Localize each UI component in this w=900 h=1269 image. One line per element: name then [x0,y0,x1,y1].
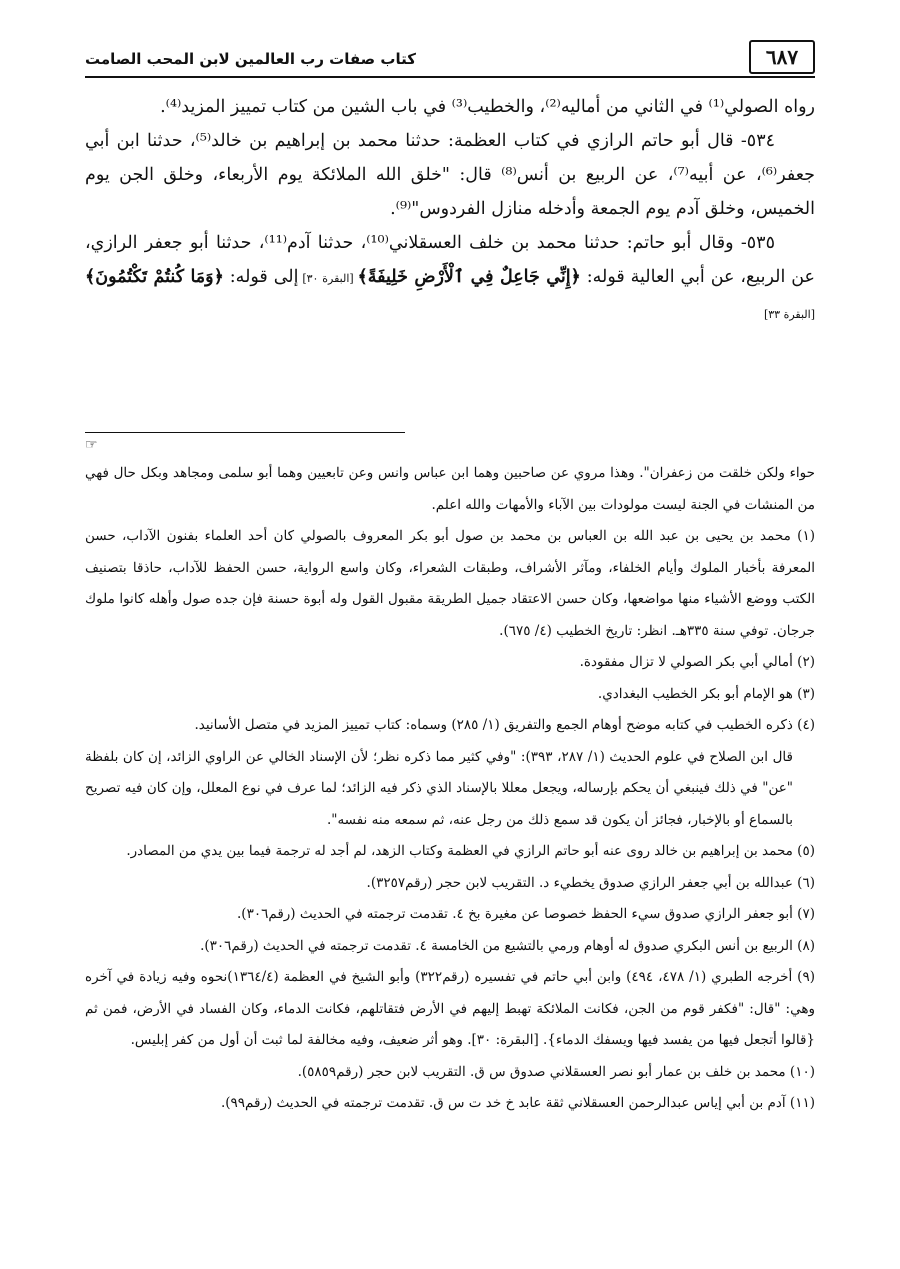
footnote-3: (٣) هو الإمام أبو بكر الخطيب البغدادي. [597,685,815,702]
footnote-6: (٦) عبدالله بن أبي جعفر الرازي صدوق يخطيء د. التقريب لابن حجر (رقم٣٢٥٧). [366,874,815,891]
main-text [85,90,815,332]
footnotes [85,458,815,1120]
footnote-7: (٧) أبو جعفر الرازي صدوق سيء الحفظ خصوصا عن مغيرة بخ ٤. تقدمت ترجمته في الحديث (رقم٣٠٦). [237,906,815,922]
footnote-11: (١١) آدم بن أبي إياس عبدالرحمن العسقلاني ثقة عابد خ خد ت س ق. تقدمت ترجمته في الحديث (رقم٩٩). [220,1095,815,1111]
footnote-1: (١) محمد بن يحيى بن عبد الله بن العباس بن محمد بن صول أبو بكر المعروف بالصولي كان أحد العلماء بفنون الآداب، حسن المعرفة بأخبار الملوك وأيام الخلفاء، ومآثر الأشراف، وطبقات الشعراء، وكان واسع الرواية، حسن الحفظ للآداب، حاذقا بتصنيف الكتب ووضع الأشياء منها مواضعها، وكان حسن الاعتقاد جميل الطريقة مقبول القول وله أبوة حسنة فإن جده صول وأهله كانوا ملوك جرجان. توفي سنة ٣٣٥هـ. انظر: تاريخ الخطيب (٤/ ٦٧٥). [85,528,815,639]
page-header [85,40,815,78]
header-rule [85,76,815,78]
paragraph-535-text-a: ٥٣٥- وقال أبو حاتم: حدثنا محمد بن خلف العسقلاني⁽¹⁰⁾، حدثنا آدم⁽¹¹⁾، حدثنا أبو جعفر الرازي، عن الربيع، عن أبي العالية قوله: [85,233,815,287]
verse-reference-1: [البقرة ٣٠] [298,272,358,285]
page-number: ٦٨٧ [749,40,815,74]
quran-verse-1: ﴿إِنِّي جَاعِلٌ فِي ٱلْأَرْضِ خَلِيفَةً﴾ [357,267,581,287]
footnote-4-quote: قال ابن الصلاح في علوم الحديث (١/ ٢٨٧، ٣٩٣): "وفي كثير مما ذكره نظر؛ لأن الإسناد الخالي عن الراوي الزائد، إن كان بلفظة "عن" في ذلك فينبغي أن يحكم بإرساله، ويجعل معللا بالإسناد الذي ذكر فيه الزائد؛ لما عرف في نوع المعلل، وإن كان فيه تصريح بالسماع أو بالإخبار، فجائز أن يكون قد سمع ذلك من رجل عنه، ثم سمعه منه نفسه". [85,748,793,828]
running-title: كتاب صفات رب العالمين لابن المحب الصامت [85,50,416,68]
footnote-10: (١٠) محمد بن خلف بن عمار أبو نصر العسقلاني صدوق س ق. التقريب لابن حجر (رقم٥٨٥٩). [297,1063,815,1080]
footnote-8: (٨) الربيع بن أنس البكري صدوق له أوهام ورمي بالتشيع من الخامسة ٤. تقدمت ترجمته في الحديث (رقم٣٠٦). [200,937,815,954]
footnote-separator [85,432,405,433]
footnote-continuation-icon: ☞ [85,437,98,453]
footnote-2: (٢) أمالي أبي بكر الصولي لا تزال مفقودة. [579,654,815,670]
paragraph-533-end: رواه الصولي⁽¹⁾ في الثاني من أماليه⁽²⁾، والخطيب⁽³⁾ في باب الشين من كتاب تمييز المزيد⁽⁴⁾. [160,97,815,117]
footnote-9: (٩) أخرجه الطبري (١/ ٤٧٨، ٤٩٤) وابن أبي حاتم في تفسيره (رقم٣٢٢) وأبو الشيخ في العظمة (١٣٦٤/٤)نحوه وفيه زيادة في آخره وهي: "قال: "فكفر قوم من الجن، فكانت الملائكة تهبط إليهم في الأرض فتقاتلهم، فكانت الدماء، وكان الفساد في الأرض، فمن ثم {قالوا أتجعل فيها من يفسد فيها ويسفك الدماء}. [البقرة: ٣٠]. وهو أثر ضعيف، وفيه مخالفة لما ثبت أن أول من كفر إبليس. [85,969,815,1048]
footnote-continued: حواء ولكن خلقت من زعفران". وهذا مروي عن صاحبين وهما ابن عباس وانس وعن تابعيين وهما أبو سلمى ومجاهد وبكل حال فهي من المنشات في الجنة ليست مولودات بين الآباء والأمهات والله اعلم. [85,465,815,513]
paragraph-535-text-b: إلى قوله: [223,267,299,287]
footnote-4: (٤) ذكره الخطيب في كتابه موضح أوهام الجمع والتفريق (١/ ٢٨٥) وسماه: كتاب تمييز المزيد في متصل الأسانيد. [194,717,815,733]
verse-reference-2: [البقرة ٣٣] [763,308,815,321]
paragraph-535 [85,226,815,332]
quran-verse-2: ﴿وَمَا كُنتُمْ تَكْتُمُونَ﴾ [85,267,224,287]
paragraph-534: ٥٣٤- قال أبو حاتم الرازي في كتاب العظمة: حدثنا محمد بن إبراهيم بن خالد⁽⁵⁾، حدثنا ابن أبي جعفر⁽⁶⁾، عن أبيه⁽⁷⁾، عن الربيع بن أنس⁽⁸⁾ قال: "خلق الله الملائكة يوم الأربعاء، وخلق الجن يوم الخميس، وخلق آدم يوم الجمعة وأدخله منازل الفردوس"⁽⁹⁾. [85,131,815,219]
footnote-5: (٥) محمد بن إبراهيم بن خالد روى عنه أبو حاتم الرازي في العظمة وكتاب الزهد، لم أجد له ترجمة فيما بين يدي من المصادر. [126,843,815,859]
